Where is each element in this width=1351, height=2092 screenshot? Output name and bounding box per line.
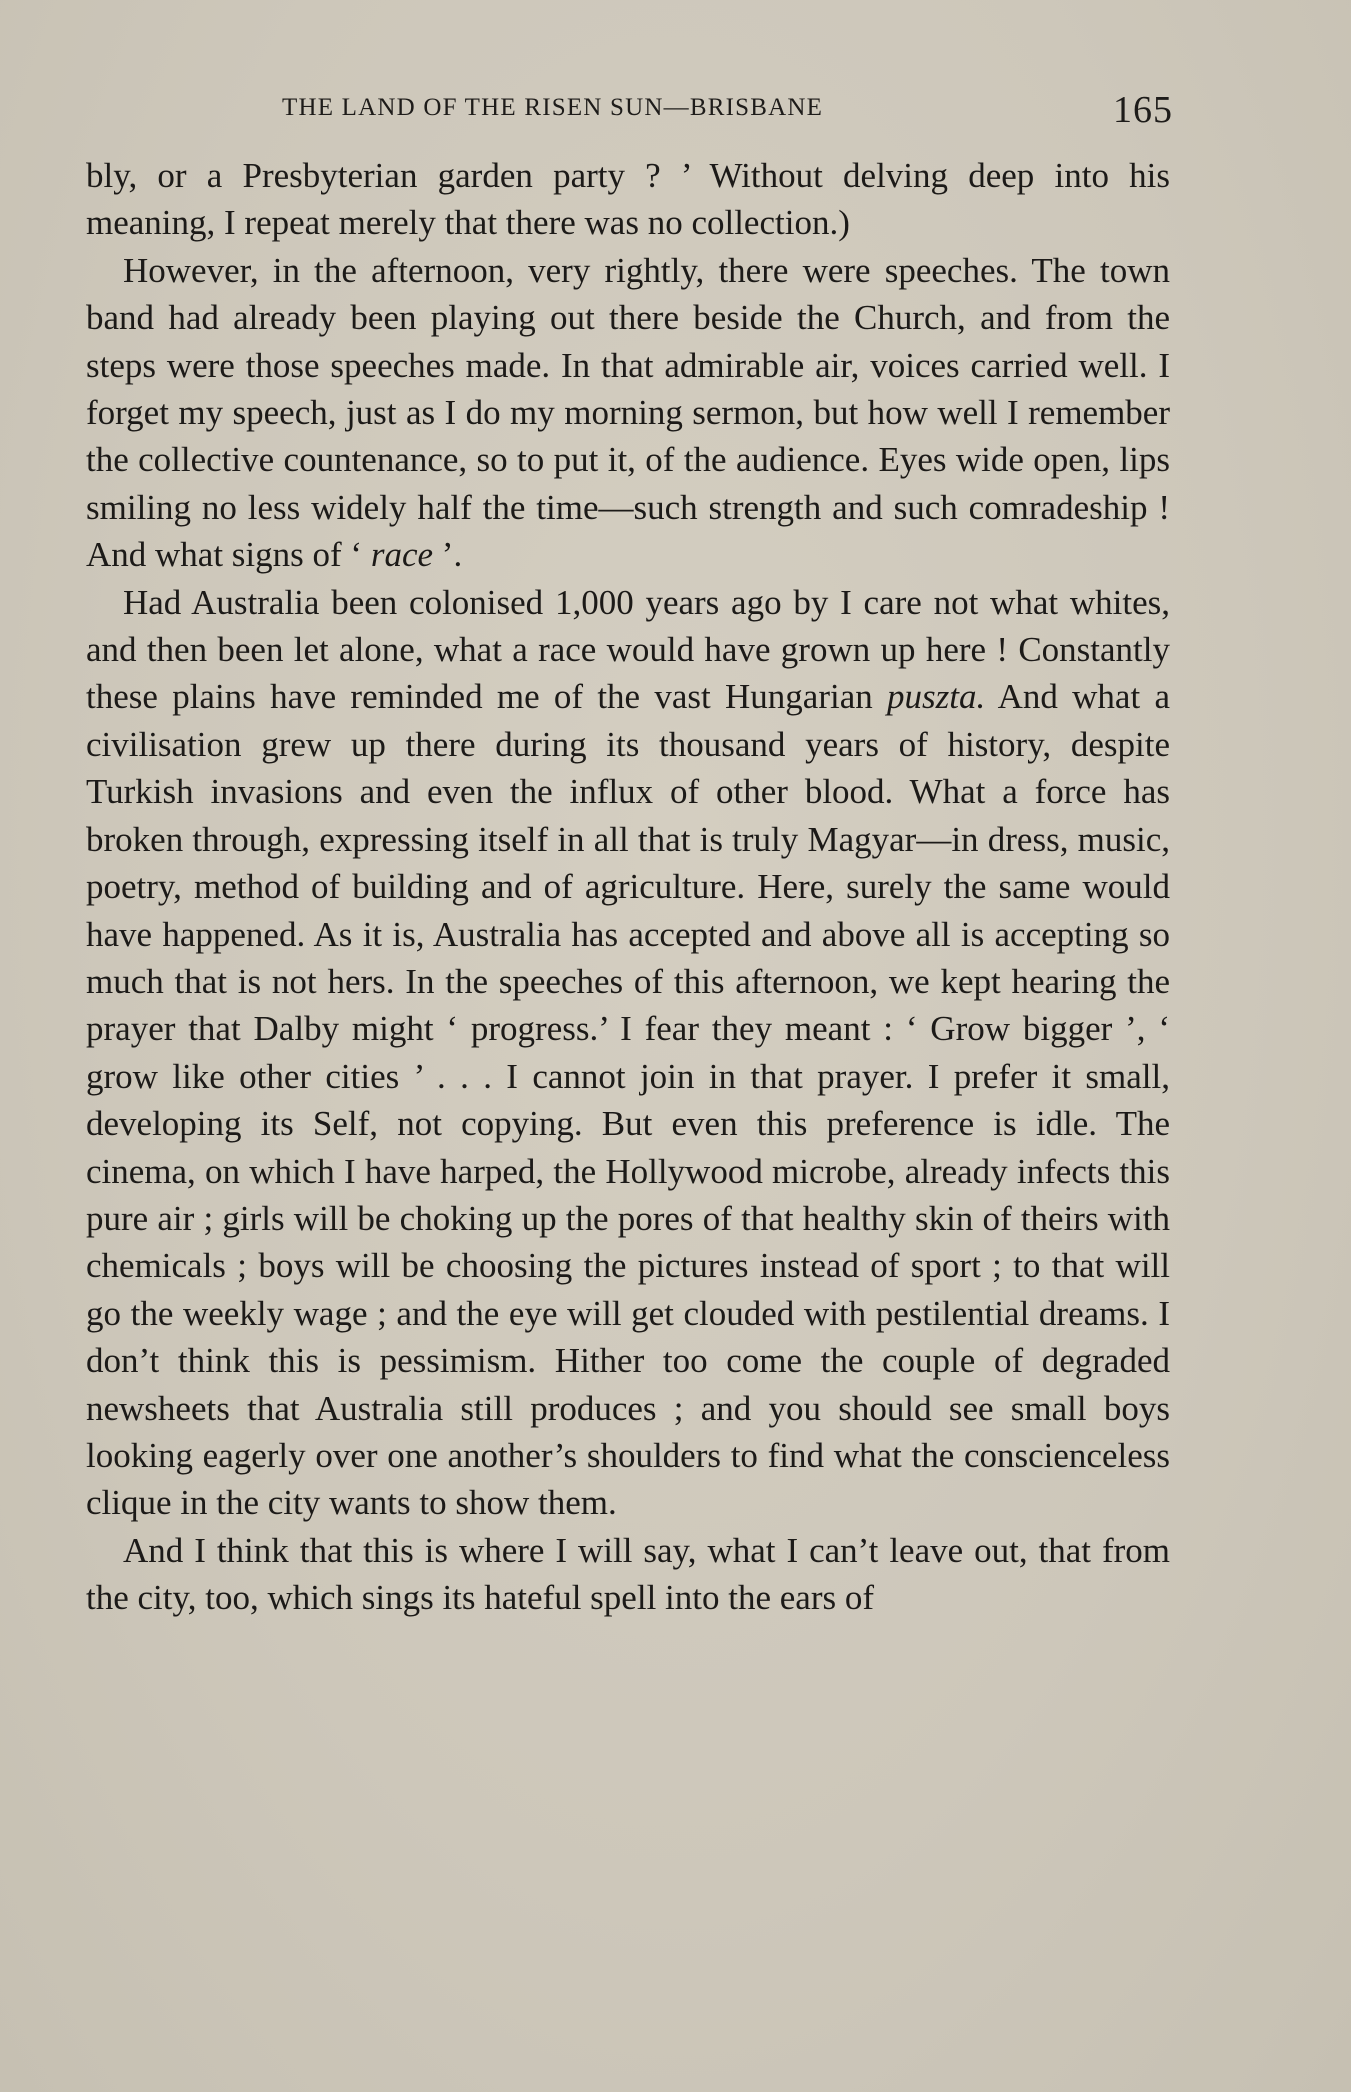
text-span: And I think that this is where I will say, what I can’t leave out, that from the city, too, which sings its hateful spell into the ears of (86, 1530, 1170, 1618)
page-header (88, 88, 1173, 131)
paragraph-4 (86, 1527, 1170, 1622)
body-text (86, 152, 1170, 1622)
paragraph-1 (86, 152, 1170, 247)
text-span: ’. (433, 535, 463, 575)
italic-word-puszta: puszta. (887, 677, 986, 717)
text-span: However, in the afternoon, very rightly, there were speeches. The town band had already been playing out there beside the Church, and from the steps were those speeches made. In that admirable air, voices carried well. I forget my speech, just as I do my morning sermon, but how well I remember the collective countenance, so to put it, of the audience. Eyes wide open, lips smiling no less widely half the time—such strength and such comradeship ! And what signs of ‘ (86, 250, 1170, 575)
page-number: 165 (1113, 89, 1173, 131)
text-span: Had Australia been colonised 1,000 years ago by I care not what whites, and then been let alone, what a race would have grown up here ! Constantly these plains have reminded me of the vast Hungarian (86, 582, 1170, 717)
paragraph-2 (86, 247, 1170, 579)
paragraph-3 (86, 579, 1170, 1527)
italic-word-race: race (370, 535, 434, 575)
text-span: And what a civilisation grew up there during its thousand years of history, despite Turkish invasions and even the influx of other blood. What a force has broken through, expressing itself in all that is truly Magyar—in dress, music, poetry, method of building and of agriculture. Here, surely the same would have happened. As it is, Australia has accepted and above all is accepting so much that is not hers. In the speeches of this afternoon, we kept hearing the prayer that Dalby might ‘ progress.’ I fear they meant : ‘ Grow bigger ’, ‘ grow like other cities ’ . . . I cannot join in that prayer. I prefer it small, developing its Self, not copying. But even this preference is idle. The cinema, on which I have harped, the Hollywood microbe, already infects this pure air ; girls will be choking up the pores of that healthy skin of theirs with chemicals ; boys will be choosing the pictures instead of sport ; to that will go the weekly wage ; and the eye will get clouded with pestilential dreams. I don’t think this is pessimism. Hither too come the couple of degraded newsheets that Australia still produces ; and you should see small boys looking eagerly over one another’s shoulders to find what the conscienceless clique in the city wants to show them. (86, 677, 1170, 1523)
running-head: THE LAND OF THE RISEN SUN—BRISBANE (282, 94, 824, 121)
text-span: bly, or a Presbyterian garden party ? ’ Without delving deep into his meaning, I repeat merely that there was no collection.) (86, 156, 1170, 243)
